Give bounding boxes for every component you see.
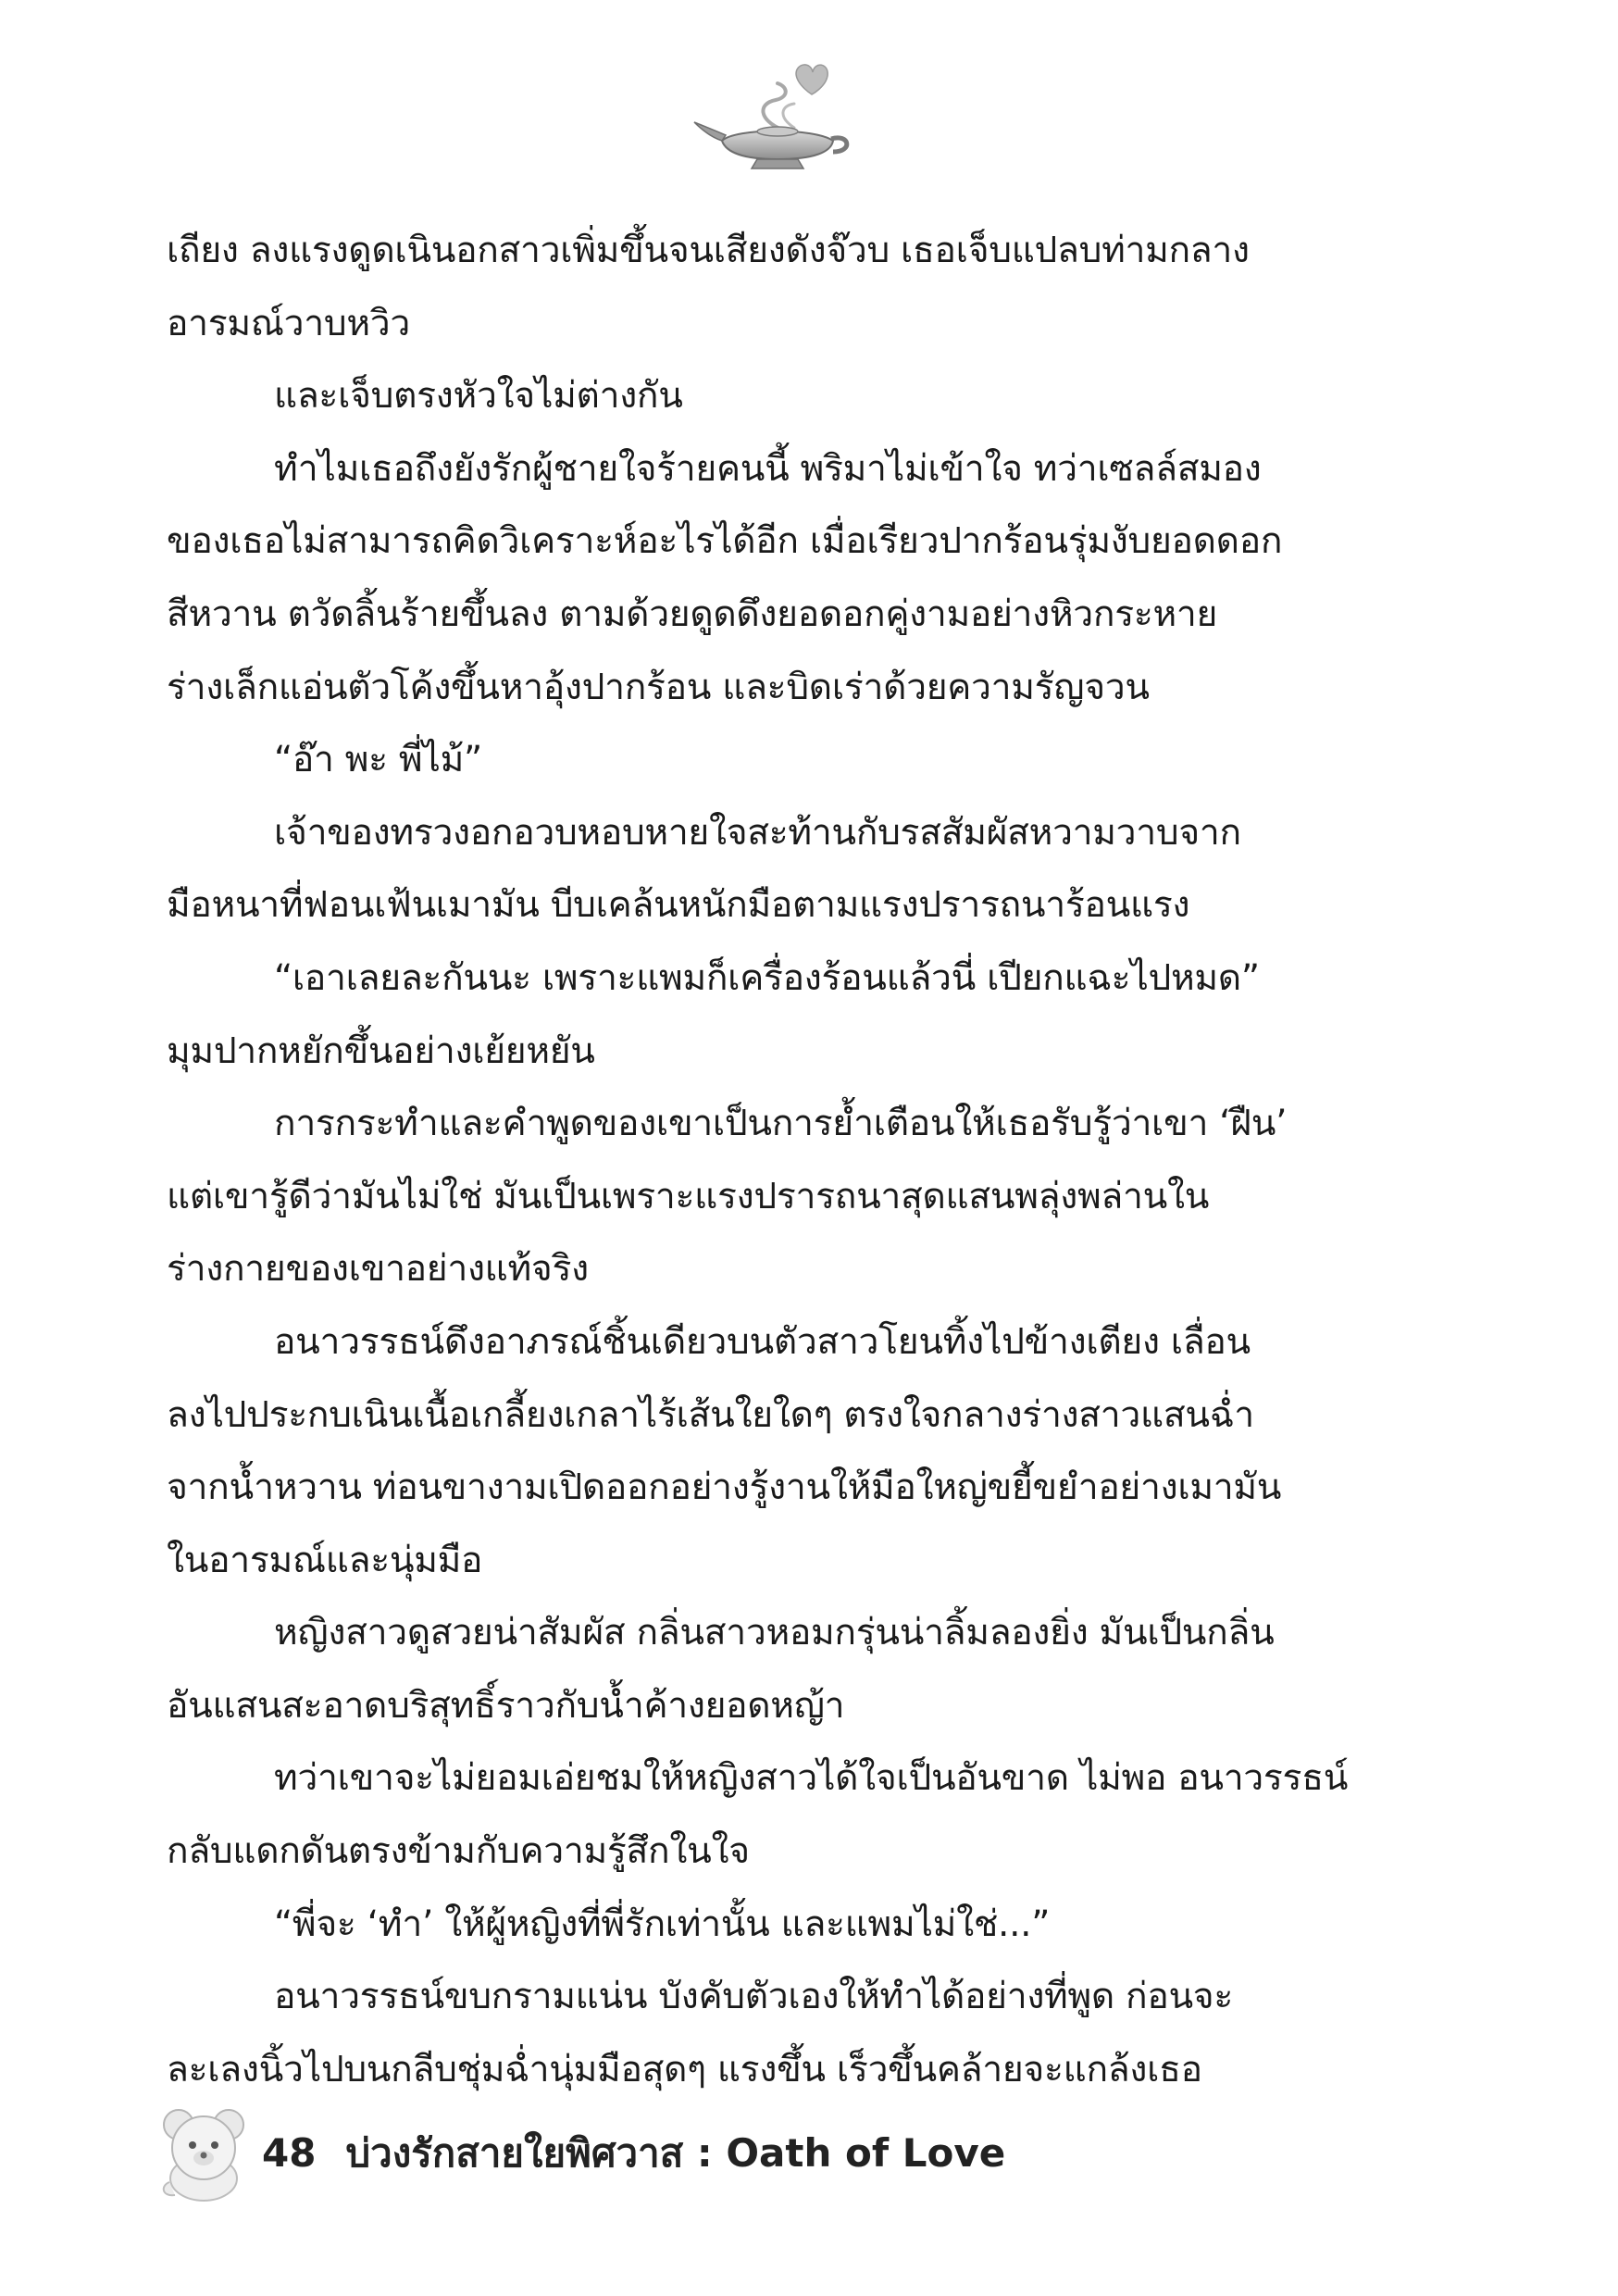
text-line: อนาวรรธน์ขบกรามแน่น บังคับตัวเองให้ทำได้อย่างที่พูด ก่อนจะ [274,1976,1233,2018]
text-line: ละเลงนิ้วไปบนกลีบชุ่มฉ่ำนุ่มมือสุดๆ แรงขึ้น เร็วขึ้นคล้ายจะแกล้งเธอ [167,2048,1202,2090]
text-line: ของเธอไม่สามารถคิดวิเคราะห์อะไรได้อีก เมื่อเรียวปากร้อนรุ่มงับยอดดอก [167,520,1283,563]
text-line: ในอารมณ์และนุ่มมือ [167,1539,483,1581]
text-line: แต่เขารู้ดีว่ามันไม่ใช่ มันเป็นเพราะแรงปรารถนาสุดแสนพลุ่งพล่านใน [167,1175,1210,1217]
genie-lamp-heart-icon [685,56,870,176]
text-line: อันแสนสะอาดบริสุทธิ์ราวกับน้ำค้างยอดหญ้า [167,1684,845,1727]
text-line: “อ๊า พะ พี่ไม้” [274,739,482,781]
text-line: กลับแดกดันตรงข้ามกับความรู้สึกในใจ [167,1830,750,1873]
text-line: ทำไมเธอถึงยังรักผู้ชายใจร้ายคนนี้ พริมาไม่เข้าใจ ทว่าเซลล์สมอง [274,447,1262,490]
page-footer [153,2097,1171,2208]
text-line: การกระทำและคำพูดของเขาเป็นการย้ำเตือนให้เธอรับรู้ว่าเขา ‘ฝืน’ [274,1103,1288,1145]
text-line: เถียง ลงแรงดูดเนินอกสาวเพิ่มขึ้นจนเสียงดังจ๊วบ เธอเจ็บแปลบท่ามกลาง [167,230,1250,271]
text-line: มุมปากหยักขึ้นอย่างเย้ยหยัน [167,1029,595,1072]
text-line: และเจ็บตรงหัวใจไม่ต่างกัน [274,375,683,418]
text-line: ร่างกายของเขาอย่างแท้จริง [167,1248,589,1291]
text-line: มือหนาที่ฟอนเฟ้นเมามัน บีบเคล้นหนักมือตามแรงปรารถนาร้อนแรง [167,884,1190,927]
text-line: ลงไปประกบเนินเนื้อเกลี้ยงเกลาไร้เส้นใยใดๆ ตรงใจกลางร่างสาวแสนฉ่ำ [167,1393,1254,1436]
book-title: บ่วงรักสายใยพิศวาส : Oath of Love [345,2130,1006,2176]
text-line: เจ้าของทรวงอกอวบหอบหายใจสะท้านกับรสสัมผัสหวามวาบจาก [274,811,1241,854]
text-line: “เอาเลยละกันนะ เพราะแพมก็เครื่องร้อนแล้วนี่ เปียกแฉะไปหมด” [274,956,1260,999]
text-line: สีหวาน ตวัดลิ้นร้ายขึ้นลง ตามด้วยดูดดึงยอดอกคู่งามอย่างหิวกระหาย [167,593,1218,635]
footer-text [262,2123,1005,2184]
text-line: ทว่าเขาจะไม่ยอมเอ่ยชมให้หญิงสาวได้ใจเป็นอันขาด ไม่พอ อนาวรรธน์ [274,1757,1349,1800]
text-line: ร่างเล็กแอ่นตัวโค้งขึ้นหาอุ้งปากร้อน และบิดเร่าด้วยความรัญจวน [167,666,1150,708]
text-line: หญิงสาวดูสวยน่าสัมผัส กลิ่นสาวหอมกรุ่นน่าลิ้มลองยิ่ง มันเป็นกลิ่น [274,1612,1275,1654]
text-line: “พี่จะ ‘ทำ’ ให้ผู้หญิงที่พี่รักเท่านั้น และแพมไม่ใช่...” [274,1903,1051,1945]
teddy-bear-icon [153,2097,255,2203]
text-line: จากน้ำหวาน ท่อนขางามเปิดออกอย่างรู้งานให้มือใหญ่ขยี้ขยำอย่างเมามัน [167,1466,1282,1509]
page-number: 48 [262,2130,317,2176]
body-text [167,215,1351,2106]
text-line: อารมณ์วาบหวิว [167,302,410,344]
text-line: อนาวรรธน์ดึงอาภรณ์ชิ้นเดียวบนตัวสาวโยนทิ้งไปข้างเตียง เลื่อน [274,1320,1251,1363]
